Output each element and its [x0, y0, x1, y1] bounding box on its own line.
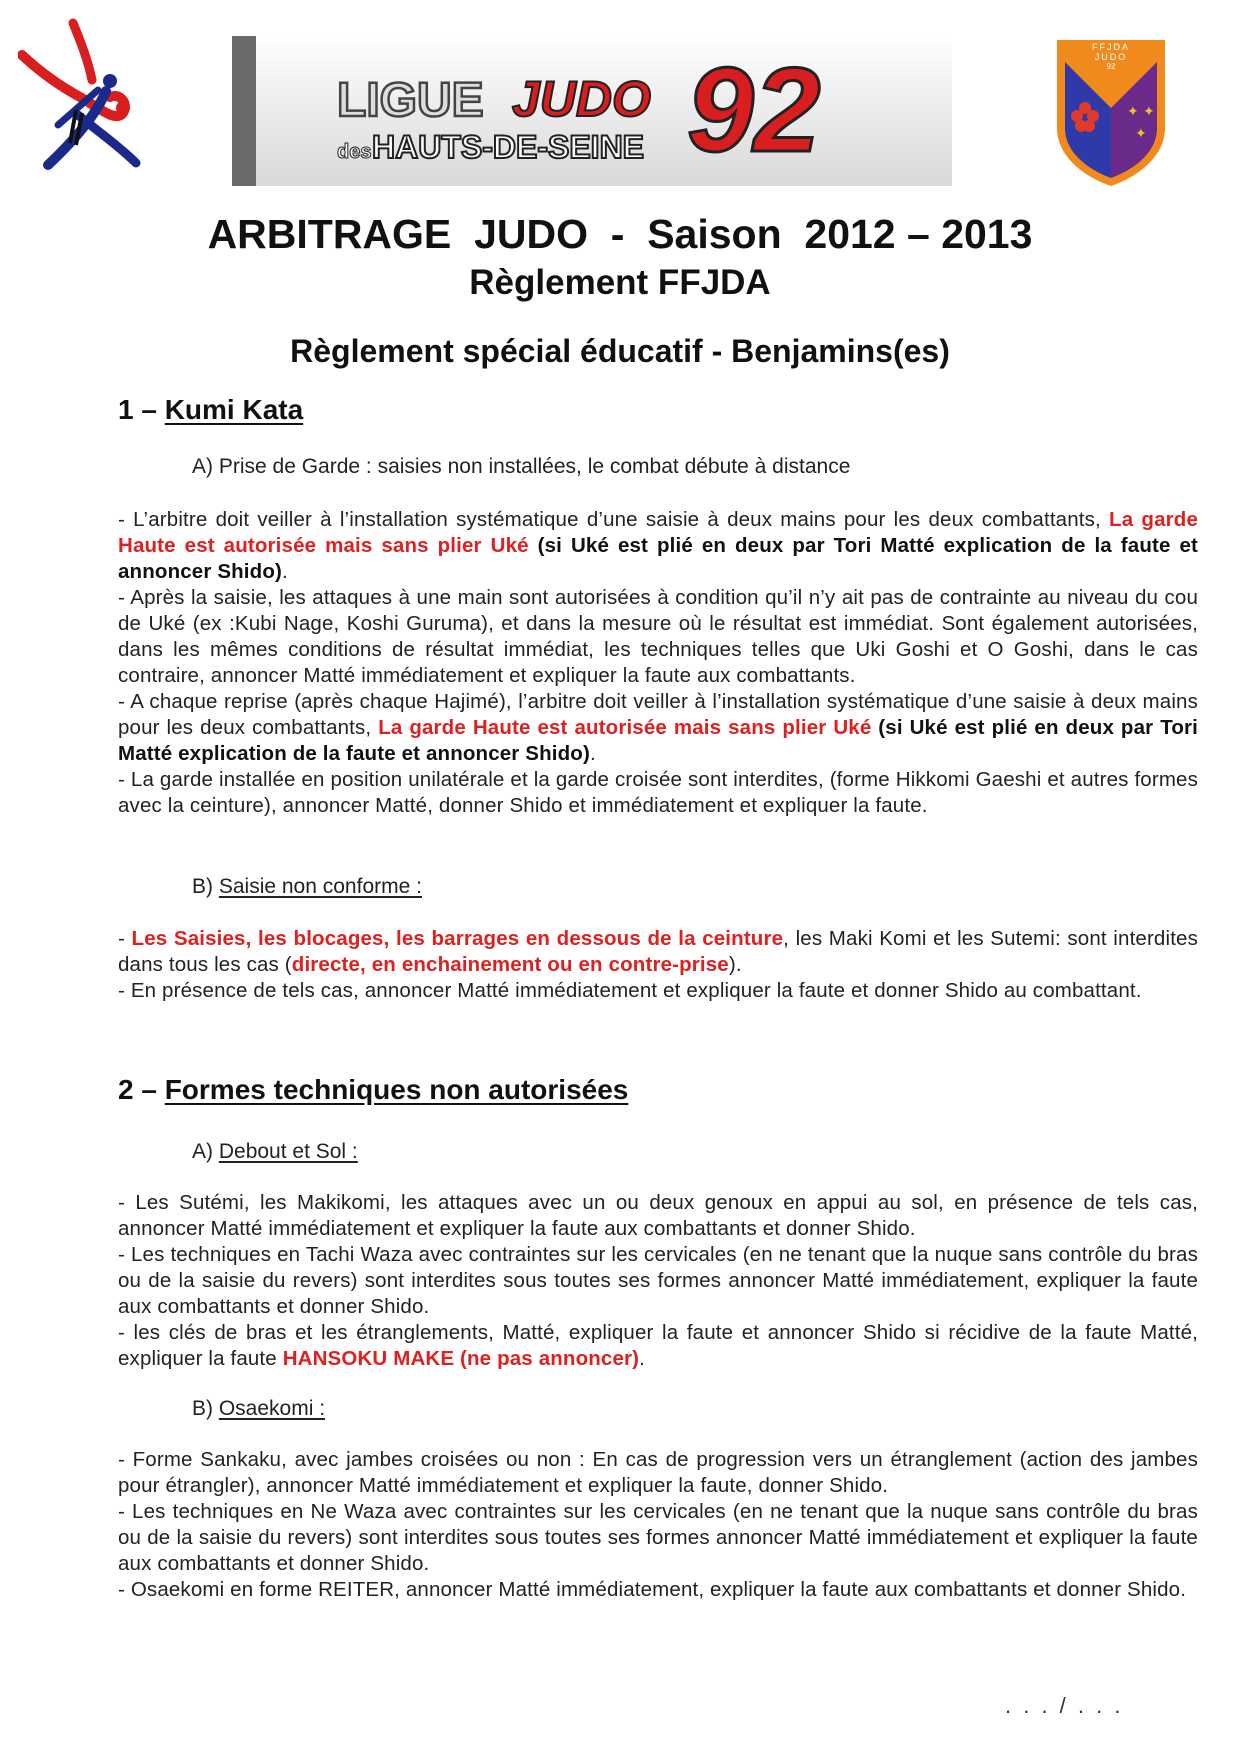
shield-judo: JUDO	[1094, 52, 1128, 62]
text-run: .	[639, 1347, 646, 1370]
svg-text:✦: ✦	[1143, 104, 1155, 120]
paragraph	[118, 1320, 1198, 1372]
shield-92: 92	[1106, 62, 1116, 71]
paragraph: - Après la saisie, les attaques à une main sont autorisées à condition qu’il n’y ait pas de contrainte au niveau du cou de Uké (ex :Kubi Nage, Koshi Guruma), et dans la mesure où le résultat est immédiat. Sont également autorisées, dans les mêmes conditions de résultat immédiat, les techniques telles que Uki Goshi et O Goshi, dans le cas contraire, annoncer Matté immédiatement et expliquer la faute aux combattants.	[118, 586, 1198, 687]
banner-region: HAUTS-DE-SEINE	[372, 129, 645, 165]
document-title: ARBITRAGE JUDO - Saison 2012 – 2013	[207, 211, 1033, 257]
text-run: - A chaque reprise (après chaque Hajimé), l’arbitre doit veiller à l’installation systématique d’une saisie à deux mains pour les deux combattants,	[118, 690, 1198, 739]
highlight-red: HANSOKU MAKE (ne pas annoncer)	[282, 1347, 640, 1370]
text-run: .	[281, 560, 288, 583]
banner-ligue: LIGUE	[337, 74, 484, 127]
section-2-heading	[118, 1074, 628, 1106]
paragraph	[118, 689, 1198, 767]
section-1a-label: Prise de Garde : saisies non installées, le combat débute à distance	[218, 455, 851, 478]
section-1b-body	[118, 926, 1198, 1004]
section-1-heading	[118, 394, 303, 426]
judo-federation-logo	[18, 15, 158, 185]
paragraph	[118, 507, 1198, 585]
shield-ffjda: FFJDA	[1092, 42, 1130, 52]
paragraph: - Les techniques en Ne Waza avec contraintes sur les cervicales (en ne tenant que la nuque sans contrôle du bras ou de la saisie du revers) sont interdites sous toutes ses formes annoncer Matté immédiatement et expliquer la faute aux combattants et donner Shido.	[118, 1500, 1198, 1575]
text-run: .	[589, 742, 596, 765]
paragraph: - Forme Sankaku, avec jambes croisées ou non : En cas de progression vers un étranglement (action des jambes pour étrangler), annoncer Matté immédiatement et expliquer la faute, donner Shido.	[118, 1448, 1198, 1497]
banner-number: 92	[687, 43, 821, 177]
section-1-title: Kumi Kata	[164, 394, 304, 425]
section-2-number: 2 –	[118, 1074, 165, 1105]
continuation-marker: . . . / . . .	[1005, 1693, 1124, 1718]
text-bold: (si Uké est plié en deux par Tori Matté explication de la faute et annoncer Shido)	[118, 716, 1198, 765]
ligue-judo-92-banner	[232, 36, 952, 186]
banner-judo: JUDO	[512, 71, 651, 127]
section-1a-body	[118, 507, 1198, 819]
ffjda-judo-92-shield	[1055, 38, 1167, 188]
section-2b-heading	[192, 1397, 325, 1421]
section-1-number: 1 –	[118, 394, 165, 425]
section-2b-letter: B)	[192, 1397, 219, 1420]
highlight-red: La garde Haute est autorisée mais sans plier Uké	[118, 508, 1198, 557]
banner-des: des	[337, 141, 372, 163]
paragraph	[118, 926, 1198, 978]
section-1b-heading	[192, 875, 422, 899]
section-2b-body	[118, 1447, 1198, 1603]
paragraph: - En présence de tels cas, annoncer Matté immédiatement et expliquer la faute et donner Shido au combattant.	[118, 979, 1142, 1002]
section-2a-label: Debout et Sol :	[218, 1140, 358, 1163]
text-run: - les clés de bras et les étranglements, Matté, expliquer la faute et annoncer Shido si récidive de la faute Matté, expliquer la faute	[118, 1321, 1198, 1370]
text-run: , les Maki Komi et les Sutemi: sont interdites dans tous les cas (	[118, 927, 1198, 976]
section-1b-label: Saisie non conforme :	[218, 875, 422, 898]
text-run: - L’arbitre doit veiller à l’installation systématique d’une saisie à deux mains pour les deux combattants,	[118, 508, 1110, 531]
paragraph: - Osaekomi en forme REITER, annoncer Matté immédiatement, expliquer la faute aux combattants et donner Shido.	[118, 1578, 1187, 1601]
highlight-red: Les Saisies, les blocages, les barrages en dessous de la ceinture	[131, 927, 784, 950]
highlight-red: La garde Haute est autorisée mais sans plier Uké	[378, 716, 872, 739]
section-2a-letter: A)	[192, 1140, 219, 1163]
section-2a-body	[118, 1190, 1198, 1372]
svg-text:✦: ✦	[1135, 126, 1147, 142]
paragraph: - La garde installée en position unilatérale et la garde croisée sont interdites, (forme Hikkomi Gaeshi et autres formes avec la ceinture), annoncer Matté, donner Shido et immédiatement et expliquer la faute.	[118, 768, 1198, 817]
text-bold: (si Uké est plié en deux par Tori Matté explication de la faute et annoncer Shido)	[118, 534, 1198, 583]
document-subtitle: Règlement FFJDA	[469, 263, 771, 302]
text-run: ).	[728, 953, 742, 976]
section-2-title: Formes techniques non autorisées	[164, 1074, 629, 1105]
section-1b-letter: B)	[192, 875, 219, 898]
text-run: -	[118, 927, 132, 950]
paragraph: - Les Sutémi, les Makikomi, les attaques avec un ou deux genoux en appui au sol, en présence de tels cas, annoncer Matté immédiatement et expliquer la faute aux combattants et donner Shido.	[118, 1191, 1198, 1240]
section-1a-heading	[192, 455, 850, 479]
section-1a-letter: A)	[192, 455, 219, 478]
highlight-red: directe, en enchainement ou en contre-prise	[291, 953, 729, 976]
section-2a-heading	[192, 1140, 358, 1164]
paragraph: - Les techniques en Tachi Waza avec contraintes sur les cervicales (en ne tenant que la nuque sans contrôle du bras ou de la saisie du revers) sont interdites sous toutes ses formes annoncer Matté immédiatement, expliquer la faute aux combattants et donner Shido.	[118, 1243, 1198, 1318]
section-2b-label: Osaekomi :	[218, 1397, 326, 1420]
svg-text:✦: ✦	[1127, 104, 1139, 120]
special-rules-title: Règlement spécial éducatif - Benjamins(es)	[290, 333, 950, 369]
